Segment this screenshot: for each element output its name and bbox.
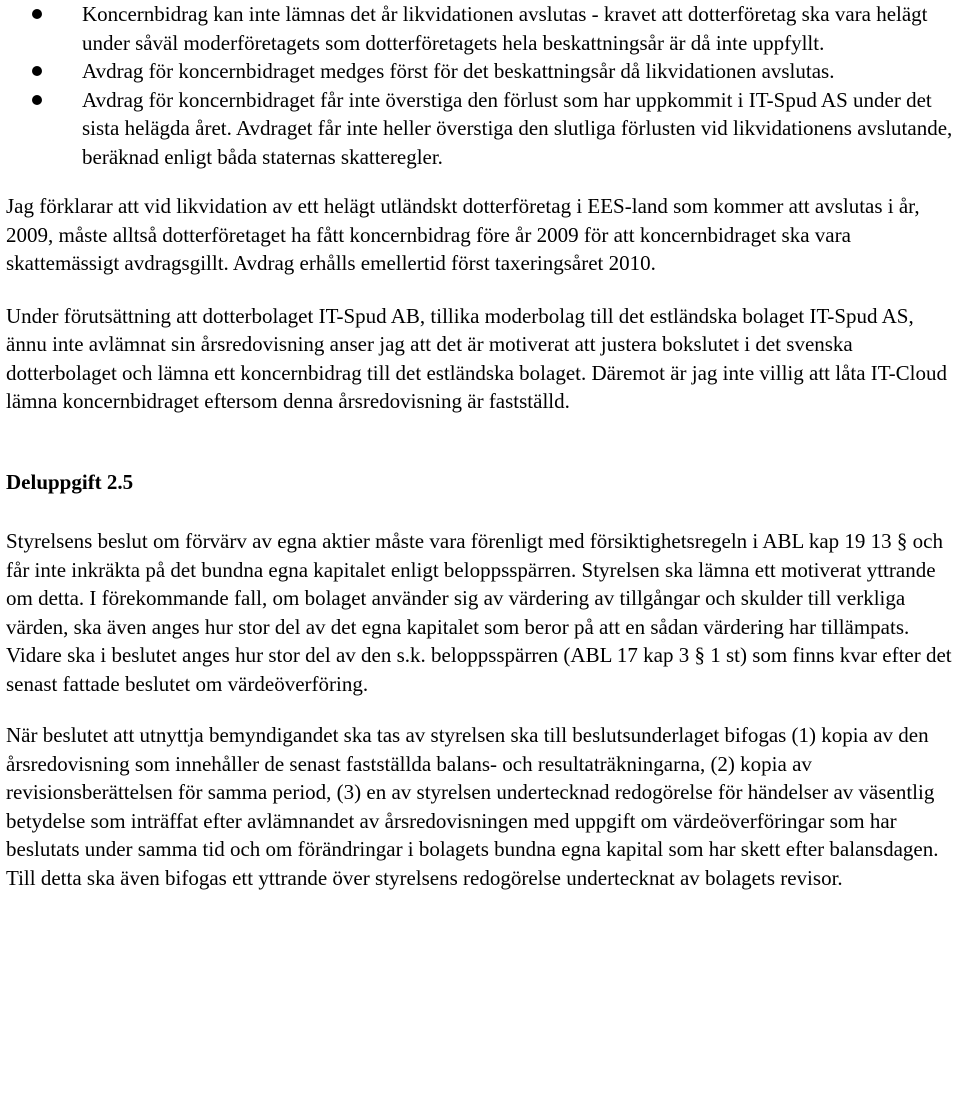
- bullet-item: [6, 86, 954, 172]
- paragraph-board-decision: Styrelsens beslut om förvärv av egna aktier måste vara förenligt med försiktighetsregeln i ABL kap 19 13 § och får inte inkräkta på det bundna egna kapitalet enligt beloppsspärren. Styrelsen ska lämna ett motiverat yttrande om detta. I förekommande fall, om bolaget använder sig av värdering av tillgångar och skulder till verkliga värden, ska även anges hur stor del av det egna kapitalet som beror på att en sådan värdering har tillämpats. Vidare ska i beslutet anges hur stor del av den s.k. beloppsspärren (ABL 17 kap 3 § 1 st) som finns kvar efter det senast fattade beslutet om värdeöverföring.: [6, 529, 952, 696]
- paragraph-attachments: När beslutet att utnyttja bemyndigandet ska tas av styrelsen ska till beslutsunderlaget bifogas (1) kopia av den årsredovisning som innehåller de senast fastställda balans- och resultaträkningarna, (2) kopia av revisionsberättelsen för samma period, (3) en av styrelsen undertecknad redogörelse för händelser av väsentlig betydelse som inträffat efter avlämnandet av årsredovisningen med uppgift om värdeöverföringar som har beslutats under samma tid och om förändringar i bolagets bundna egna kapital som har skett efter balansdagen. Till detta ska även bifogas ett yttrande över styrelsens redogörelse undertecknat av bolagets revisor.: [6, 723, 939, 890]
- bullet-icon: [32, 66, 42, 76]
- bullet-text: Koncernbidrag kan inte lämnas det år likvidationen avslutas - kravet att dotterföretag ska vara helägt under såväl moderföretagets som dotterföretagets hela beskattningsår är då inte uppfyllt.: [82, 2, 928, 55]
- section-heading: Deluppgift 2.5: [6, 469, 134, 494]
- bullet-text: Avdrag för koncernbidraget får inte överstiga den förlust som har uppkommit i IT-Spud AS under det sista helägda året. Avdraget får inte heller överstiga den slutliga förlusten vid likvidationens avslutande, beräknad enligt båda staternas skatteregler.: [82, 87, 953, 169]
- bullet-text: Avdrag för koncernbidraget medges först för det beskattningsår då likvidationen avslutas.: [82, 59, 835, 83]
- paragraph-adjustment: Under förutsättning att dotterbolaget IT-Spud AB, tillika moderbolag till det estländska bolaget IT-Spud AS, ännu inte avlämnat sin årsredovisning anser jag att det är motiverat att justera bokslutet i det svenska dotterbolaget och lämna ett koncernbidrag till det estländska bolaget. Däremot är jag inte villig att låta IT-Cloud lämna koncernbidraget eftersom denna årsredovisning är fastställd.: [6, 303, 948, 413]
- bullet-list: [6, 0, 954, 171]
- bullet-item: [6, 0, 954, 57]
- bullet-icon: [32, 95, 42, 105]
- bullet-item: [6, 57, 954, 86]
- document-page: [6, 0, 954, 892]
- bullet-icon: [32, 9, 42, 19]
- paragraph-liquidation: Jag förklarar att vid likvidation av ett helägt utländskt dotterföretag i EES-land som kommer att avslutas i år, 2009, måste alltså dotterföretaget ha fått koncernbidrag före år 2009 för att koncernbidraget ska vara skattemässigt avdragsgillt. Avdrag erhålls emellertid först taxeringsåret 2010.: [6, 194, 920, 275]
